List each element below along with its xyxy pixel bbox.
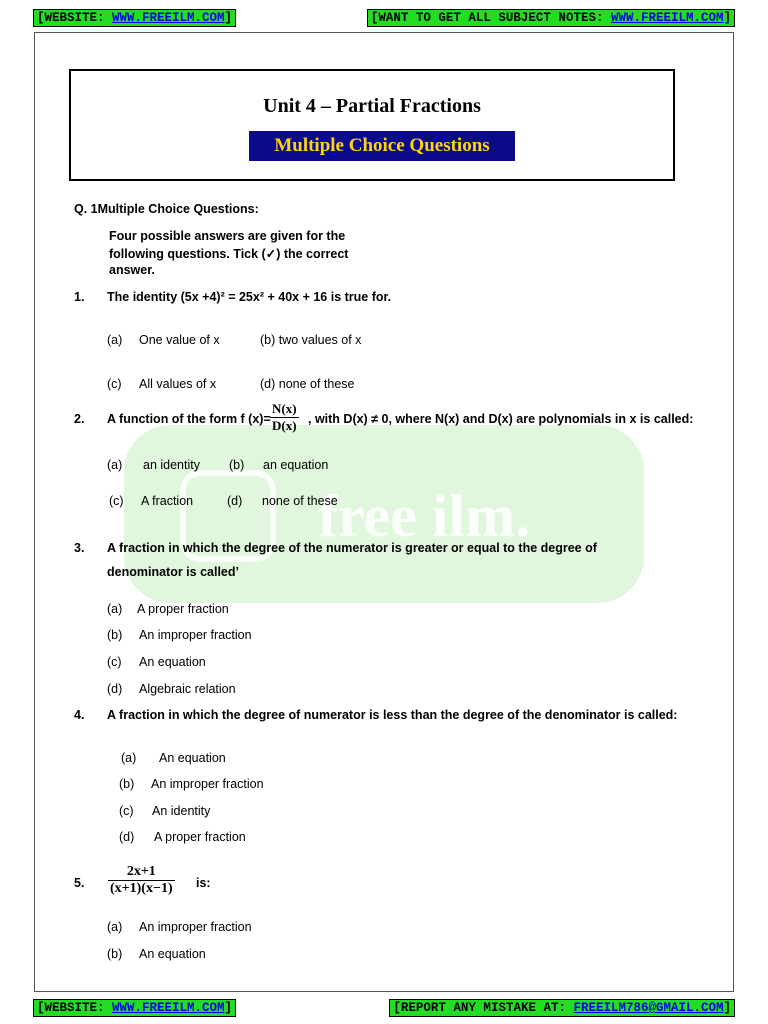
intro-line: following questions. Tick (✓) the correct <box>109 247 349 261</box>
option-label: (d) <box>119 830 135 844</box>
option-text: none of these <box>262 494 338 508</box>
intro-line: answer. <box>109 263 155 277</box>
question-text: A fraction in which the degree of numerator is less than the degree of the denominator is called: <box>107 708 678 722</box>
report-banner-bottom <box>389 999 735 1017</box>
option-text: (d) none of these <box>260 377 355 391</box>
watermark-brand: free ilm. <box>318 483 531 549</box>
option-label: (d) <box>107 682 123 696</box>
option-text: Algebraic relation <box>139 682 236 696</box>
option-text: An equation <box>139 947 206 961</box>
intro-line: Four possible answers are given for the <box>109 229 346 243</box>
option-label: (a) <box>107 333 123 347</box>
option-label: (c) <box>119 804 134 818</box>
email-link[interactable]: FREEILM786@GMAIL.COM <box>573 1001 724 1015</box>
option-text: An improper fraction <box>139 920 252 934</box>
banner-label: [REPORT ANY MISTAKE AT: <box>393 1001 574 1015</box>
question-number: 4. <box>74 708 85 722</box>
banner-end: ] <box>224 1001 233 1015</box>
fraction-denominator: (x+1)(x−1) <box>110 881 173 896</box>
fraction-numerator: N(x) <box>272 401 297 416</box>
option-text: (b) two values of x <box>260 333 362 347</box>
intro-heading: Q. 1Multiple Choice Questions: <box>74 202 259 216</box>
option-text: A proper fraction <box>154 830 246 844</box>
banner-label: [WEBSITE: <box>37 11 113 25</box>
question-text: is: <box>196 876 211 890</box>
fraction-n-over-d <box>270 401 299 434</box>
banner-end: ] <box>723 11 731 25</box>
option-text: All values of x <box>139 377 217 391</box>
website-link[interactable]: WWW.FREEILM.COM <box>112 11 225 25</box>
option-label: (b) <box>107 628 123 642</box>
option-text: A fraction <box>141 494 194 508</box>
option-text: an equation <box>263 458 329 472</box>
notes-link[interactable]: WWW.FREEILM.COM <box>610 11 724 25</box>
website-link[interactable]: WWW.FREEILM.COM <box>112 1001 225 1015</box>
option-label: (c) <box>109 494 124 508</box>
option-label: (c) <box>107 377 122 391</box>
fraction-numerator: 2x+1 <box>108 864 175 881</box>
option-text: One value of x <box>139 333 220 347</box>
question-number: 2. <box>74 412 85 426</box>
banner-end: ] <box>723 1001 731 1015</box>
unit-title: Unit 4 – Partial Fractions <box>263 95 481 117</box>
question-text: The identity (5x +4)² = 25x² + 40x + 16 is true for. <box>107 290 392 304</box>
option-label: (a) <box>107 920 123 934</box>
option-label: (b) <box>229 458 245 472</box>
question-number: 1. <box>74 290 85 304</box>
fraction-expression <box>108 864 175 897</box>
option-text: an identity <box>143 458 200 472</box>
option-label: (b) <box>107 947 123 961</box>
question-text: denominator is called’ <box>107 565 239 579</box>
question-text: , with D(x) ≠ 0, where N(x) and D(x) are polynomials in x is called: <box>308 412 694 426</box>
option-text: An identity <box>152 804 211 818</box>
website-banner-bottom <box>33 999 236 1017</box>
option-text: An improper fraction <box>139 628 252 642</box>
option-label: (b) <box>119 777 135 791</box>
option-label: (c) <box>107 655 122 669</box>
option-text: A proper fraction <box>137 602 229 616</box>
option-text: An improper fraction <box>151 777 264 791</box>
question-number: 3. <box>74 541 85 555</box>
question-number: 5. <box>74 876 85 890</box>
section-title: Multiple Choice Questions <box>249 131 515 161</box>
banner-label: [WANT TO GET ALL SUBJECT NOTES: <box>370 11 611 25</box>
question-text: A function of the form f (x)= <box>107 412 271 426</box>
banner-label: [WEBSITE: <box>37 1001 113 1015</box>
question-text: A fraction in which the degree of the numerator is greater or equal to the degree of <box>107 541 597 555</box>
banner-end: ] <box>224 11 233 25</box>
option-text: An equation <box>139 655 206 669</box>
option-label: (a) <box>107 458 123 472</box>
website-banner-top <box>33 9 236 27</box>
notes-banner-top <box>367 9 735 27</box>
option-label: (d) <box>227 494 243 508</box>
option-label: (a) <box>121 751 137 765</box>
fraction-denominator: D(x) <box>272 418 297 433</box>
option-label: (a) <box>107 602 123 616</box>
title-box <box>69 69 675 181</box>
option-text: An equation <box>159 751 226 765</box>
